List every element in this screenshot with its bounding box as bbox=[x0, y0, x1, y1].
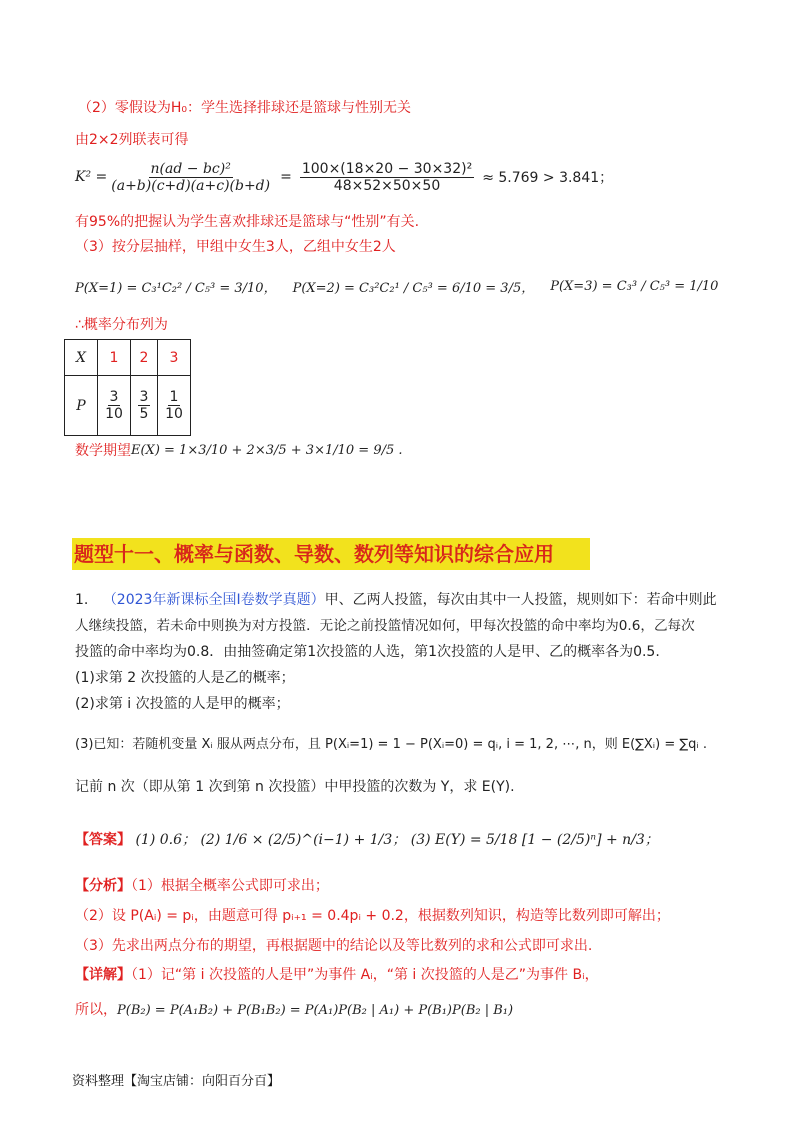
null-hypothesis: （2）零假设为H₀：学生选择排球还是篮球与性别无关 bbox=[78, 100, 412, 116]
subquestion-3b: 记前 n 次（即从第 1 次到第 n 次投篮）中甲投篮的次数为 Y，求 E(Y). bbox=[75, 779, 515, 795]
table-header-x: X bbox=[65, 340, 98, 376]
detail-line-2 bbox=[75, 1000, 513, 1021]
analysis-text-2: （2）设 P(Aᵢ) = pᵢ，由题意可得 pᵢ₊₁ = 0.4pᵢ + 0.2，根据数列知识，构造等比数列即可解出； bbox=[75, 908, 670, 924]
table-x-value: 2 bbox=[131, 340, 158, 376]
k2-formula: K² = $\frac{\text{n(ad − bc)²}}{(a+b)(c+d)(a+c)(b+d)}$ = $\frac{\text{100×(18×20 − 30×32)²}}{48\times 52\times 50\times 50}$ ≈ 5.769 > 3.841； bbox=[75, 160, 614, 194]
detail-prefix: 所以， bbox=[75, 1002, 117, 1018]
k2-lhs: K² = bbox=[75, 169, 108, 185]
detail-text-1: （1）记“第 i 次投篮的人是甲”为事件 Aᵢ，“第 i 次投篮的人是乙”为事件 Bᵢ， bbox=[131, 967, 599, 983]
k2-value-num: 100×(18×20 − 30×32)² bbox=[301, 160, 473, 177]
p-x3: P(X=3) = C₃³ / C₅³ = 1/10 bbox=[550, 278, 719, 294]
question-source: （2023年新课标全国Ⅰ卷数学真题） bbox=[102, 592, 325, 608]
distribution-label: ∴概率分布列为 bbox=[75, 317, 168, 333]
table-x-value: 3 bbox=[158, 340, 191, 376]
subquestion-1: (1)求第 2 次投篮的人是乙的概率； bbox=[75, 670, 295, 686]
analysis-label: 【分析】 bbox=[75, 878, 131, 894]
expectation-formula: E(X) = 1×3/10 + 2×3/5 + 3×1/10 = 9/5 . bbox=[131, 442, 403, 458]
analysis-text-1: （1）根据全概率公式即可求出； bbox=[131, 878, 329, 894]
table-p-value: $\frac{3}{5}$ bbox=[131, 376, 158, 436]
question-first-line bbox=[75, 590, 717, 610]
analysis-line-1 bbox=[75, 876, 329, 896]
question-text-1: 甲、乙两人投篮，每次由其中一人投篮，规则如下：若命中则此 bbox=[324, 592, 717, 608]
p-x2: P(X=2) = C₃²C₂¹ / C₅³ = 6/10 = 3/5， bbox=[292, 280, 535, 296]
sampling-text: （3）按分层抽样，甲组中女生3人，乙组中女生2人 bbox=[75, 239, 396, 255]
expectation-line bbox=[75, 440, 403, 460]
table-x-value: 1 bbox=[98, 340, 131, 376]
k2-general-fraction bbox=[109, 161, 272, 194]
table-p-value: $\frac{3}{10}$ bbox=[98, 376, 131, 436]
detail-label: 【详解】 bbox=[75, 967, 131, 983]
question-number: 1. bbox=[75, 592, 89, 608]
distribution-table bbox=[64, 339, 191, 436]
question-text-3: 投篮的命中率均为0.8．由抽签确定第1次投篮的人选，第1次投篮的人是甲、乙的概率各为0.5. bbox=[75, 644, 660, 660]
question-text-2: 人继续投篮，若未命中则换为对方投篮．无论之前投篮情况如何，甲每次投篮的命中率均为0.6，乙每次 bbox=[75, 618, 695, 634]
section-title: 题型十一、概率与函数、导数、数列等知识的综合应用 bbox=[72, 538, 590, 570]
k2-value-fraction bbox=[300, 161, 474, 194]
detail-line-1 bbox=[75, 965, 599, 985]
expectation-label: 数学期望 bbox=[75, 443, 131, 459]
answer-2: (2) 1/6 × (2/5)^(i−1) + 1/3； bbox=[200, 832, 407, 848]
answer-1: (1) 0.6； bbox=[135, 832, 196, 848]
analysis-text-3: （3）先求出两点分布的期望，再根据题中的结论以及等比数列的求和公式即可求出. bbox=[75, 938, 593, 954]
footer-text: 资料整理【淘宝店铺：向阳百分百】 bbox=[72, 1074, 281, 1089]
k2-general-num: n(ad − bc)² bbox=[150, 160, 231, 177]
table-header-p: P bbox=[65, 376, 98, 436]
table-row-x bbox=[65, 340, 191, 376]
table-row-p bbox=[65, 376, 191, 436]
from-table-text: 由2×2列联表可得 bbox=[75, 132, 189, 148]
subquestion-2: (2)求第 i 次投篮的人是甲的概率； bbox=[75, 696, 290, 712]
table-p-value: $\frac{1}{10}$ bbox=[158, 376, 191, 436]
detail-formula: P(B₂) = P(A₁B₂) + P(B₁B₂) = P(A₁)P(B₂ | A₁) + P(B₁)P(B₂ | B₁) bbox=[117, 1003, 514, 1018]
conclusion-text: 有95%的把握认为学生喜欢排球还是篮球与“性别”有关. bbox=[75, 214, 420, 230]
k2-result: ≈ 5.769 > 3.841； bbox=[482, 170, 614, 186]
k2-general-den: (a+b)(c+d)(a+c)(b+d) bbox=[111, 177, 271, 194]
answer-3: (3) E(Y) = 5/18 [1 − (2/5)ⁿ] + n/3； bbox=[410, 832, 659, 848]
subquestion-3a: (3)已知：若随机变量 Xᵢ 服从两点分布，且 P(Xᵢ=1) = 1 − P(Xᵢ=0) = qᵢ, i = 1, 2, ⋯, n，则 E(∑Xᵢ) = ∑qᵢ . bbox=[75, 737, 707, 752]
answer-line bbox=[75, 830, 659, 850]
probability-row bbox=[75, 266, 718, 306]
answer-label: 【答案】 bbox=[75, 832, 131, 848]
p-x1: P(X=1) = C₃¹C₂² / C₅³ = 3/10， bbox=[75, 280, 277, 296]
k2-value-den: 48×52×50×50 bbox=[333, 177, 441, 194]
